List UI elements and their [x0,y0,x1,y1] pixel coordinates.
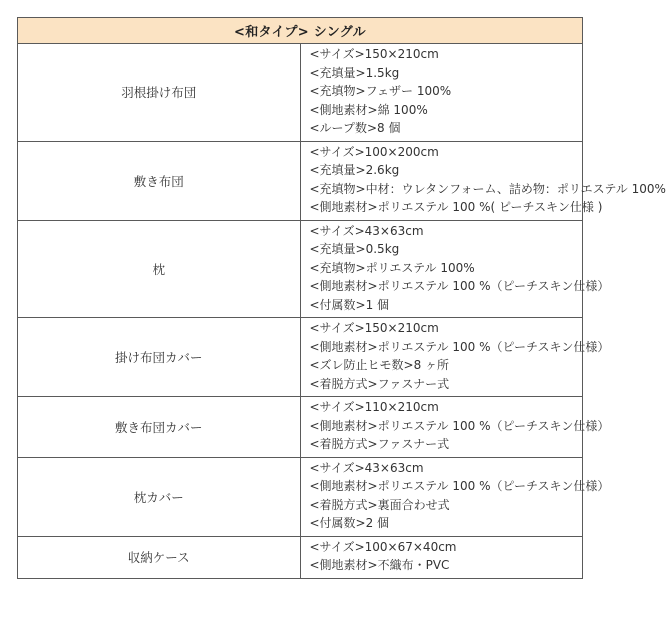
spec-line: <着脱方式>ファスナー式 [309,376,450,391]
spec-line: <側地素材>ポリエステル 100 %（ピーチスキン仕様） [309,339,610,354]
spec-line: <付属数>2 個 [309,516,390,530]
item-label: 収納ケース [18,536,301,578]
item-label: 枕 [18,220,301,318]
table-row [18,220,583,318]
item-specs [300,220,610,318]
table-row [18,44,583,142]
spec-line: <充填物>中材：ウレタンフォーム、詰め物：ポリエステル 100% [309,181,666,196]
item-specs [300,318,610,397]
spec-line: <充填量>2.6kg [309,163,400,177]
table-body [18,44,666,579]
spec-line: <側地素材>ポリエステル 100 %（ピーチスキン仕様） [309,418,610,433]
item-specs [300,457,610,536]
product-spec-table [17,17,666,579]
item-label: 敷き布団カバー [18,397,301,458]
table-row [18,141,583,220]
spec-line: <側地素材>綿 100% [309,102,428,117]
table-row [18,318,583,397]
item-label: 羽根掛け布団 [18,44,301,142]
spec-line: <充填量>1.5kg [309,65,400,80]
spec-line: <サイズ>100×67×40cm [309,539,457,554]
item-specs [300,536,583,578]
spec-line: <充填物>ポリエステル 100% [309,260,475,275]
spec-line: <側地素材>不織布・PVC [309,558,450,572]
spec-line: <側地素材>ポリエステル 100 %( ピーチスキン仕様 ) [309,200,603,214]
item-specs [300,44,583,142]
table-row [18,536,583,578]
table-row [18,397,583,458]
item-specs [300,397,610,458]
spec-line: <サイズ>43×63cm [309,460,424,475]
spec-line: <側地素材>ポリエステル 100 %（ピーチスキン仕様） [309,479,610,493]
spec-line: <サイズ>150×210cm [309,47,439,61]
table-header-row [18,18,583,44]
spec-line: <充填量>0.5kg [309,242,400,256]
spec-line: <サイズ>100×200cm [309,144,439,159]
item-specs [300,141,666,220]
spec-line: <着脱方式>裏面合わせ式 [309,497,450,512]
spec-line: <ズレ防止ヒモ数>8 ヶ所 [309,358,450,372]
spec-line: <ループ数>8 個 [309,121,401,135]
item-label: 敷き布団 [18,141,301,220]
table-row [18,457,583,536]
spec-line: <側地素材>ポリエステル 100 %（ピーチスキン仕様） [309,279,610,293]
table-title: <和タイプ> シングル [18,18,583,44]
item-label: 枕カバー [18,457,301,536]
spec-line: <サイズ>150×210cm [309,321,439,335]
item-label: 掛け布団カバー [18,318,301,397]
spec-line: <サイズ>43×63cm [309,223,424,238]
spec-line: <サイズ>110×210cm [309,400,439,414]
spec-line: <充填物>フェザー 100% [309,84,452,98]
spec-line: <付属数>1 個 [309,297,390,312]
spec-line: <着脱方式>ファスナー式 [309,437,450,451]
